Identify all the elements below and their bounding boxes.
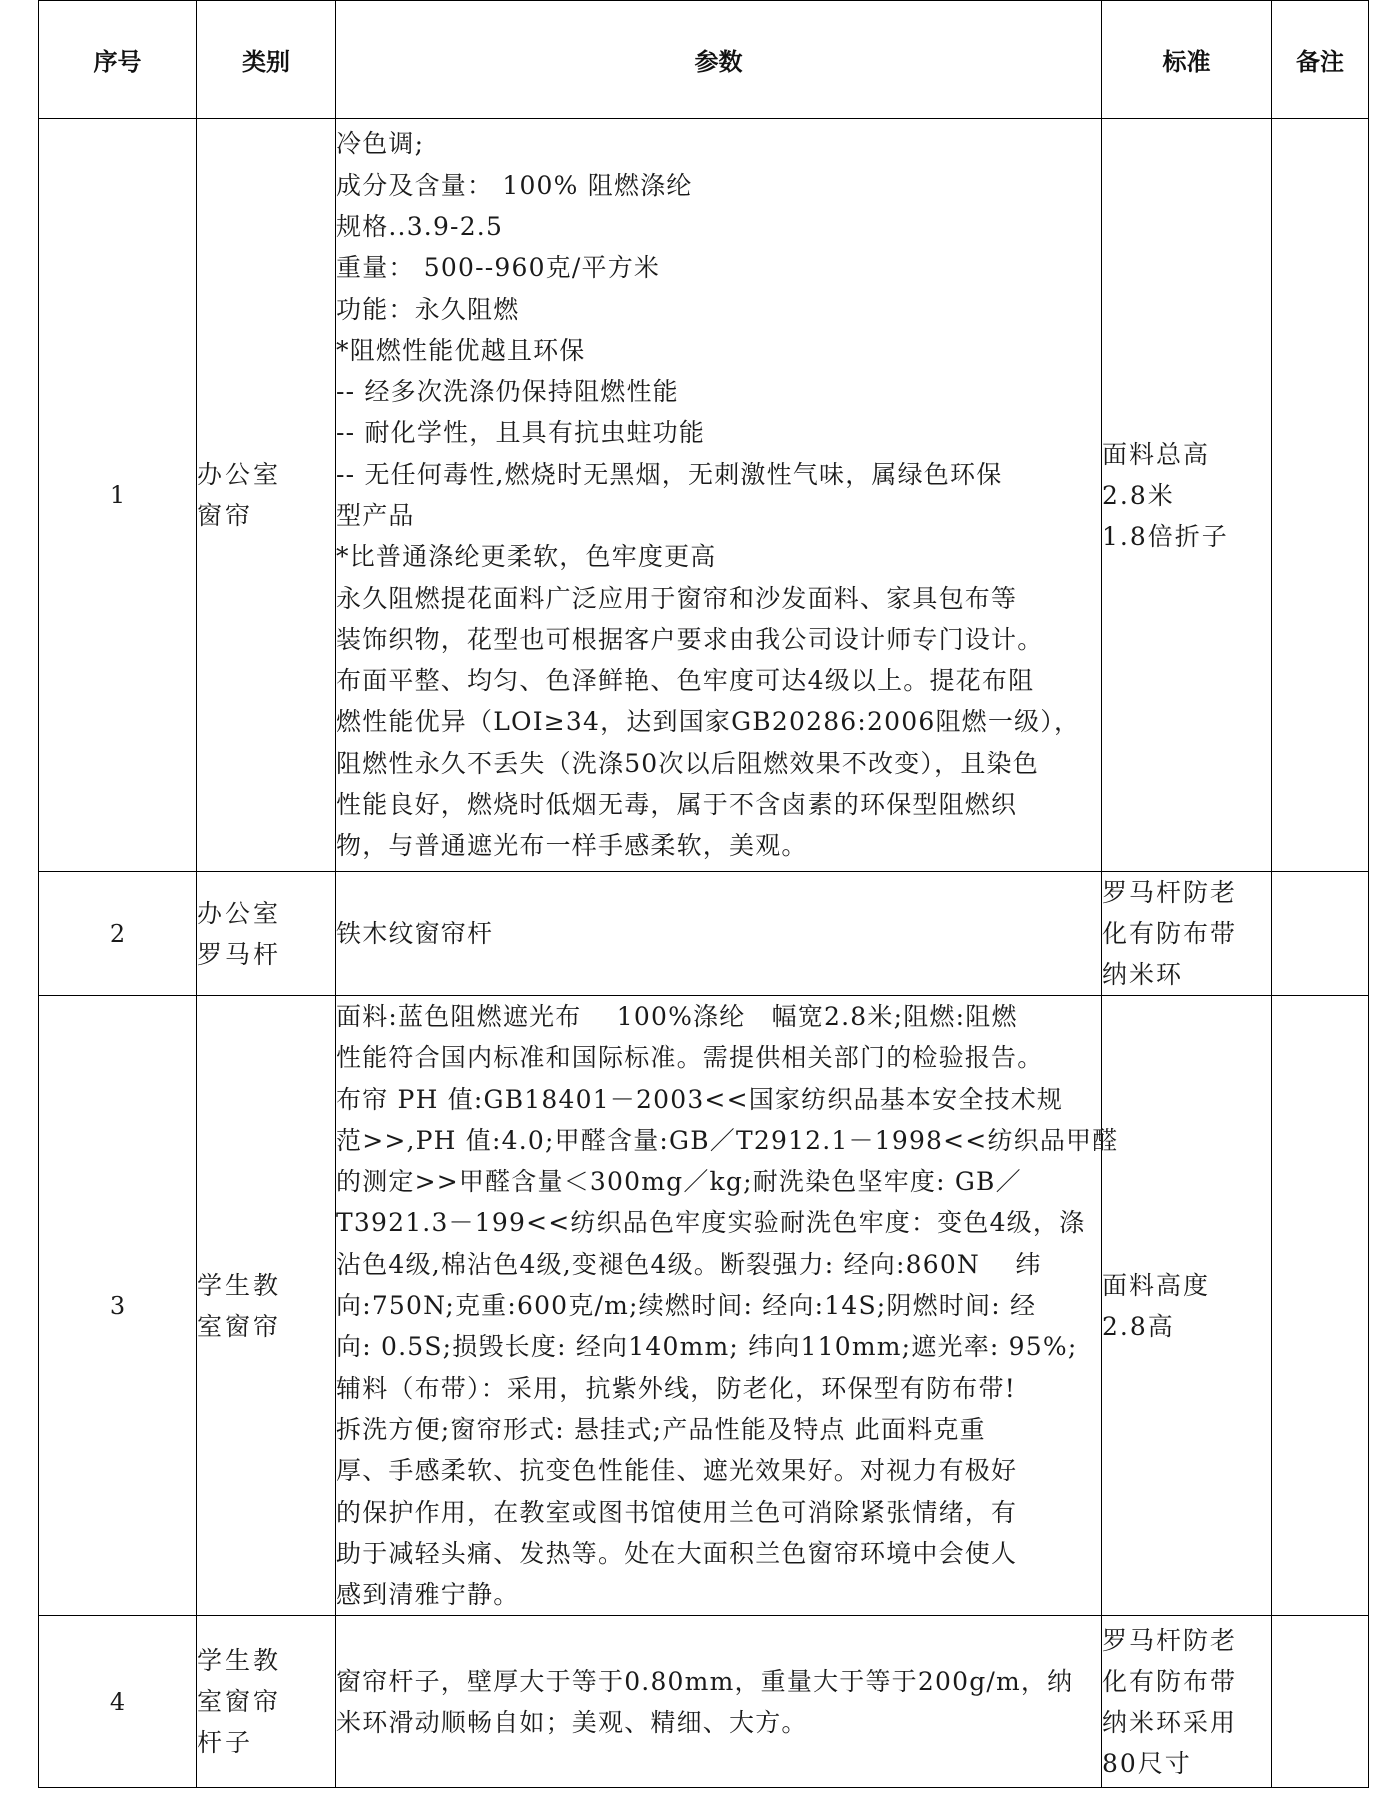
params-line: 阻燃性永久不丢失（洗涤50次以后阻燃效果不改变），且染色 [336, 748, 1039, 778]
params-line: 的测定>>甲醛含量＜300mg／kg;耐洗染色坚牢度: GB／ [336, 1167, 1022, 1197]
header-standard: 标准 [1102, 1, 1272, 119]
params-line: 辅料（布带）：采用，抗紫外线，防老化，环保型有防布带! [336, 1373, 1016, 1403]
header-no: 序号 [39, 1, 197, 119]
params-line: 拆洗方便;窗帘形式: 悬挂式;产品性能及特点 此面料克重 [336, 1414, 986, 1444]
category-line: 室窗帘 [197, 1687, 282, 1717]
remark-cell [1272, 872, 1369, 996]
standard-cell [1102, 1616, 1272, 1788]
header-row [39, 1, 1369, 119]
category-line: 罗马杆 [197, 939, 282, 969]
standard-line: 纳米环采用 [1102, 1707, 1238, 1737]
params-line: 厚、手感柔软、抗变色性能佳、遮光效果好。对视力有极好 [336, 1456, 1018, 1486]
standard-line: 罗马杆防老 [1102, 1625, 1238, 1655]
standard-cell [1102, 872, 1272, 996]
params-line: 物，与普通遮光布一样手感柔软，美观。 [336, 831, 808, 861]
params-line: *阻燃性能优越且环保 [336, 335, 586, 365]
category-line: 办公室 [197, 460, 282, 489]
table-row [39, 872, 1369, 996]
params-line: 布帘 PH 值:GB18401－2003<<国家纺织品基本安全技术规 [336, 1084, 1064, 1114]
header-params: 参数 [336, 1, 1102, 119]
standard-line: 80尺寸 [1102, 1748, 1192, 1778]
params-line: 功能：永久阻燃 [336, 294, 520, 324]
params-line: 铁木纹窗帘杆 [336, 918, 494, 948]
params-line: 面料:蓝色阻燃遮光布 100%涤纶 幅宽2.8米;阻燃:阻燃 [336, 1002, 1018, 1031]
params-cell [336, 996, 1119, 1616]
row-number: 1 [39, 119, 197, 872]
row-number: 3 [39, 996, 197, 1616]
params-line: 成分及含量： 100% 阻燃涤纶 [336, 170, 693, 200]
params-line: 沾色4级,棉沾色4级,变褪色4级。断裂强力: 经向:860N 纬 [336, 1249, 1042, 1279]
header-remark: 备注 [1272, 1, 1369, 119]
params-line: T3921.3－199<<纺织品色牢度实验耐洗色牢度：变色4级，涤 [336, 1208, 1086, 1238]
remark-cell [1272, 996, 1369, 1616]
table-row [39, 1616, 1369, 1788]
params-cell [336, 1616, 1102, 1788]
standard-line: 化有防布带 [1102, 919, 1238, 948]
category-line: 办公室 [197, 898, 282, 928]
standard-line: 罗马杆防老 [1102, 878, 1238, 907]
category-cell [197, 119, 336, 872]
params-line: -- 耐化学性，且具有抗虫蛀功能 [336, 418, 706, 448]
standard-cell [1102, 996, 1272, 1616]
params-line: 助于减轻头痛、发热等。处在大面积兰色窗帘环境中会使人 [336, 1538, 1018, 1568]
remark-cell [1272, 1616, 1369, 1788]
params-cell [336, 119, 1102, 872]
category-line: 学生教 [197, 1270, 282, 1300]
params-line: 重量： 500--960克/平方米 [336, 253, 661, 283]
category-cell [197, 996, 336, 1616]
row-number: 4 [39, 1616, 197, 1788]
category-line: 室窗帘 [197, 1311, 282, 1341]
category-cell [197, 1616, 336, 1788]
params-line: -- 无任何毒性,燃烧时无黑烟，无刺激性气味，属绿色环保 [336, 459, 1003, 489]
params-line: 燃性能优异（LOI≥34，达到国家GB20286:2006阻燃一级）， [336, 707, 1081, 737]
params-line: 向: 0.5S;损毁长度: 经向140mm; 纬向110mm;遮光率: 95%; [336, 1332, 1078, 1362]
standard-line: 1.8倍折子 [1102, 521, 1229, 551]
category-cell [197, 872, 336, 996]
table-row [39, 119, 1369, 872]
params-line: 范>>,PH 值:4.0;甲醛含量:GB／T2912.1－1998<<纺织品甲醛 [336, 1125, 1119, 1155]
category-line: 学生教 [197, 1646, 282, 1676]
standard-line: 面料总高 [1102, 439, 1211, 469]
params-line: -- 经多次洗涤仍保持阻燃性能 [336, 377, 679, 407]
standard-line: 纳米环 [1102, 960, 1184, 989]
params-line: 性能符合国内标准和国际标准。需提供相关部门的检验报告。 [336, 1043, 1044, 1073]
spec-table [38, 0, 1369, 1788]
params-line: 装饰织物，花型也可根据客户要求由我公司设计师专门设计。 [336, 624, 1044, 654]
params-line: 感到清雅宁静。 [336, 1580, 520, 1610]
standard-line: 化有防布带 [1102, 1666, 1238, 1696]
params-line: *比普通涤纶更柔软，色牢度更高 [336, 542, 717, 572]
standard-line: 2.8高 [1102, 1311, 1175, 1341]
standard-line: 面料高度 [1102, 1270, 1211, 1300]
category-line: 窗帘 [197, 501, 254, 530]
params-line: 窗帘杆子，壁厚大于等于0.80mm，重量大于等于200g/m，纳 [336, 1666, 1074, 1696]
params-line: 永久阻燃提花面料广泛应用于窗帘和沙发面料、家具包布等 [336, 583, 1018, 613]
header-category: 类别 [197, 1, 336, 119]
params-line: 规格..3.9-2.5 [336, 211, 504, 241]
params-line: 型产品 [336, 501, 415, 530]
params-line: 的保护作用，在教室或图书馆使用兰色可消除紧张情绪，有 [336, 1497, 1018, 1527]
category-line: 杆子 [197, 1728, 254, 1758]
remark-cell [1272, 119, 1369, 872]
table-row [39, 996, 1369, 1616]
row-number: 2 [39, 872, 197, 996]
params-cell [336, 872, 1102, 996]
params-line: 布面平整、均匀、色泽鲜艳、色牢度可达4级以上。提花布阻 [336, 666, 1035, 696]
standard-cell [1102, 119, 1272, 872]
standard-line: 2.8米 [1102, 480, 1175, 510]
params-line: 米环滑动顺畅自如；美观、精细、大方。 [336, 1707, 808, 1737]
params-line: 向:750N;克重:600克/m;续燃时间: 经向:14S;阴燃时间: 经 [336, 1291, 1037, 1321]
params-line: 冷色调; [336, 129, 425, 159]
params-line: 性能良好，燃烧时低烟无毒，属于不含卤素的环保型阻燃织 [336, 790, 1018, 820]
